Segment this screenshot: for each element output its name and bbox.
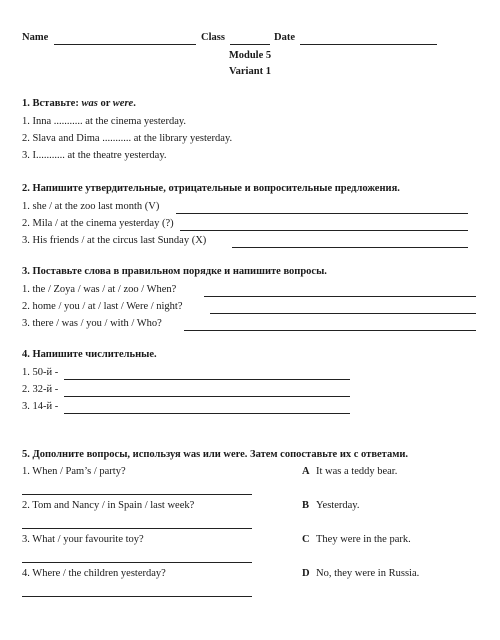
section-1-item: 1. Inna ........... at the cinema yesterday. [22,116,187,127]
answer-letter: B [302,500,310,511]
section-1-title-or: or [97,98,113,109]
section-2-item: 1. she / at the zoo last month (V) [22,201,160,212]
answer-text: Yesterday. [316,500,360,511]
name-field-line[interactable] [54,44,196,45]
answer-line[interactable] [232,247,468,248]
answer-line[interactable] [64,396,350,397]
section-5-question: 1. When / Pam’s / party? [22,466,126,477]
answer-line[interactable] [184,330,476,331]
section-2-item: 2. Mila / at the cinema yesterday (?) [22,218,174,229]
class-field-line[interactable] [230,44,270,45]
section-1-word-were: were [112,98,134,109]
variant-title: Variant 1 [229,66,271,77]
section-1-word-was: was [81,98,98,109]
section-1-item: 3. I........... at the theatre yesterday. [22,150,167,161]
answer-line[interactable] [22,596,252,597]
section-3-item: 3. there / was / you / with / Who? [22,318,162,329]
section-5-answer [302,466,397,477]
section-5-answer [302,568,419,579]
answer-letter: C [302,534,310,545]
answer-line[interactable] [204,296,476,297]
class-label: Class [201,32,225,43]
answer-line[interactable] [22,494,252,495]
name-label: Name [22,32,49,43]
section-5-question: 4. Where / the children yesterday? [22,568,166,579]
section-3-title: 3. Поставьте слова в правильном порядке и напишите вопросы. [22,266,327,277]
section-1-title-end: . [133,98,136,109]
answer-line[interactable] [180,230,468,231]
section-2-item: 3. His friends / at the circus last Sunday (X) [22,235,207,246]
section-5-question: 2. Tom and Nancy / in Spain / last week? [22,500,195,511]
section-4-item: 1. 50-й - [22,367,59,378]
section-4-item: 2. 32-й - [22,384,59,395]
answer-text: It was a teddy bear. [316,466,398,477]
answer-line[interactable] [64,379,350,380]
section-1-title-prefix: 1. Вставьте: [22,98,82,109]
answer-letter: D [302,568,310,579]
section-5-title: 5. Дополните вопросы, используя was или were. Затем сопоставьте их с ответами. [22,449,409,460]
section-3-item: 2. home / you / at / last / Were / night? [22,301,183,312]
section-5-answer [302,500,359,511]
date-field-line[interactable] [300,44,437,45]
answer-line[interactable] [64,413,350,414]
section-5-question: 3. What / your favourite toy? [22,534,144,545]
section-1-item: 2. Slava and Dima ........... at the library yesterday. [22,133,233,144]
section-4-item: 3. 14-й - [22,401,59,412]
section-2-title: 2. Напишите утвердительные, отрицательные и вопросительные предложения. [22,183,400,194]
date-label: Date [274,32,295,43]
section-4-title: 4. Напишите числительные. [22,349,157,360]
answer-line[interactable] [22,562,252,563]
answer-line[interactable] [210,313,476,314]
answer-line[interactable] [176,213,468,214]
section-1-title [22,98,136,109]
section-5-answer [302,534,411,545]
answer-line[interactable] [22,528,252,529]
answer-letter: A [302,466,310,477]
answer-text: No, they were in Russia. [316,568,420,579]
module-title: Module 5 [228,50,272,61]
section-3-item: 1. the / Zoya / was / at / zoo / When? [22,284,177,295]
answer-text: They were in the park. [316,534,411,545]
